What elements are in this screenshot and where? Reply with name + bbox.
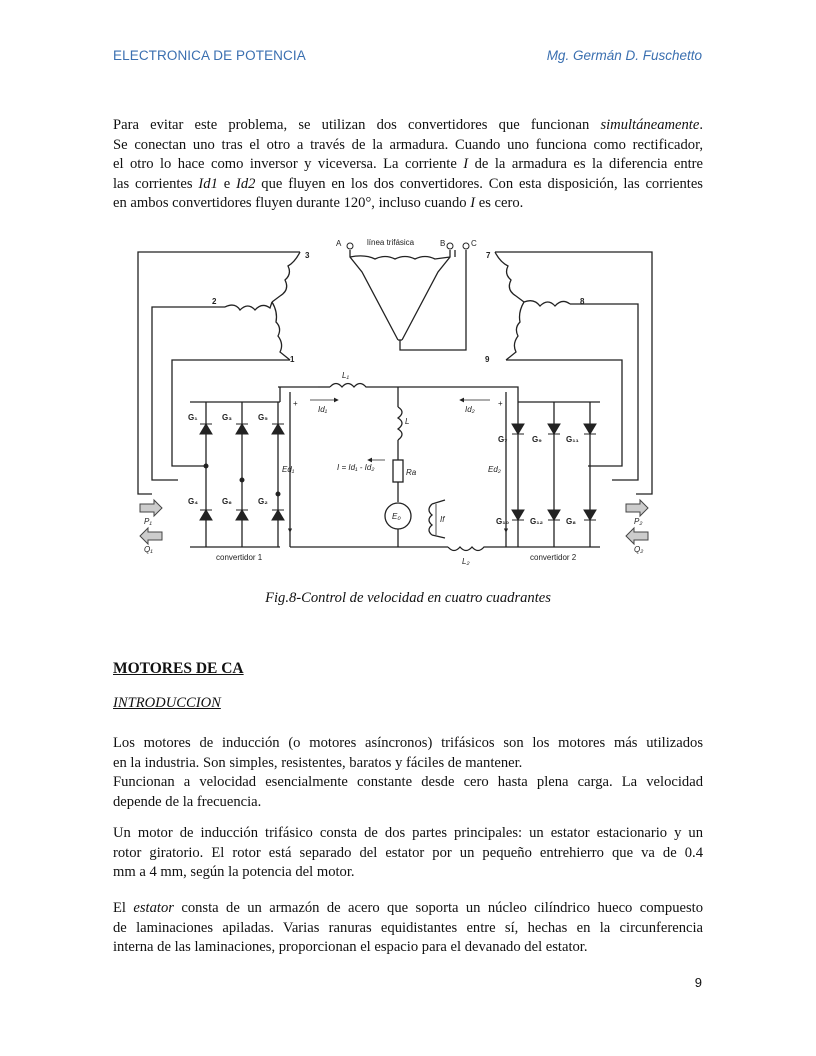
label-g11: G₁₁ [566, 435, 579, 444]
label-plus-right: + [498, 399, 503, 408]
p2-line-2: rotor giratorio. El rotor está separado del estator por un pequeño entrehierro que va de 0.4 [113, 844, 703, 861]
p1-line-1: Los motores de inducción (o motores asíncronos) trifásicos son los motores más utilizados [113, 735, 703, 751]
label-g12: G₁₂ [530, 517, 544, 526]
section-subtitle: INTRODUCCION [113, 695, 221, 711]
label-t2: 2 [212, 297, 217, 306]
label-t9: 9 [485, 355, 490, 364]
p2-line-1: Un motor de inducción trifásico consta de dos partes principales: un estator estacionario y un [113, 825, 703, 841]
label-t8: 8 [580, 297, 585, 306]
label-id1: Id₁ [318, 405, 328, 414]
intro-paragraph [113, 116, 703, 214]
intro-line-1: Para evitar este problema, se utilizan dos convertidores que funcionan simultáneamente. [113, 117, 703, 133]
label-a: A [336, 239, 342, 248]
label-g7: G₇ [498, 435, 508, 444]
page-number: 9 [694, 975, 702, 990]
label-g6: G₆ [222, 497, 232, 506]
label-c: C [471, 239, 477, 248]
label-g3: G₃ [222, 413, 232, 422]
label-g4: G₄ [188, 497, 199, 506]
label-g5: G₅ [258, 413, 268, 422]
label-g8: G₈ [566, 517, 576, 526]
section-title: MOTORES DE CA [113, 660, 244, 677]
p2-line-3: mm a 4 mm, según la potencia del motor. [113, 864, 355, 881]
header-author: Mg. Germán D. Fuschetto [546, 48, 702, 63]
paragraph-1 [113, 734, 703, 812]
p1-line-2: en la industria. Son simples, resistentes, baratos y fáciles de mantener. [113, 754, 523, 771]
label-id2: Id₂ [465, 405, 475, 414]
header-title: ELECTRONICA DE POTENCIA [113, 48, 306, 63]
label-l1: L₁ [342, 371, 349, 380]
intro-line-5: en ambos convertidores fluyen durante 120°, incluso cuando I es cero. [113, 195, 524, 212]
label-i-eq: I = Id₁ - Id₂ [337, 463, 375, 472]
label-t7: 7 [486, 251, 491, 260]
paragraph-2 [113, 824, 703, 883]
p3-line-2: de laminaciones apiladas. Varias ranuras equidistantes entre sí, hechas en la circunferencia [113, 919, 703, 936]
label-g1: G₁ [188, 413, 198, 422]
intro-line-3: el otro lo hace como inversor y viceversa. La corriente I de la armadura es la diferencia entre [113, 156, 704, 173]
label-l: L [405, 417, 410, 426]
label-plus-left: + [293, 399, 298, 408]
label-q2: Q₂ [634, 545, 644, 554]
label-ed1: Ed₁ [282, 465, 295, 474]
label-b: B [440, 239, 446, 248]
label-conv2: convertidor 2 [530, 553, 577, 562]
label-p1: P₁ [144, 517, 152, 526]
label-line: línea trifásica [367, 238, 415, 247]
label-p2: P₂ [634, 517, 643, 526]
label-g10: G₁₀ [496, 517, 510, 526]
label-ed2: Ed₂ [488, 465, 501, 474]
figure-caption: Fig.8-Control de velocidad en cuatro cuadrantes [265, 590, 551, 606]
label-t3: 3 [305, 251, 310, 260]
label-g9: G₉ [532, 435, 542, 444]
p1-line-4: depende de la frecuencia. [113, 793, 262, 810]
label-conv1: convertidor 1 [216, 553, 263, 562]
p1-line-3: Funcionan a velocidad esencialmente constante desde cero hasta plena carga. La velocidad [113, 774, 703, 791]
label-g2: G₂ [258, 497, 268, 506]
intro-line-2: Se conectan uno tras el otro a través de la armadura. Cuando uno funciona como rectificador, [113, 136, 703, 153]
label-l2: L₂ [462, 557, 470, 566]
label-if: If [440, 515, 445, 524]
intro-line-4: las corrientes Id1 e Id2 que fluyen en los dos convertidores. Con esta disposición, las corrientes [113, 175, 703, 192]
circuit-diagram [130, 232, 660, 567]
label-q1: Q₁ [144, 545, 153, 554]
label-eo: E₀ [392, 512, 401, 521]
label-t1: 1 [290, 355, 295, 364]
p3-line-3: interna de las laminaciones, proporcionan el espacio para el devanado del estator. [113, 939, 588, 956]
label-ra: Ra [406, 468, 417, 477]
paragraph-3 [113, 899, 703, 958]
p3-line-1: El estator consta de un armazón de acero que soporta un núcleo cilíndrico hueco compuesto [113, 900, 703, 916]
